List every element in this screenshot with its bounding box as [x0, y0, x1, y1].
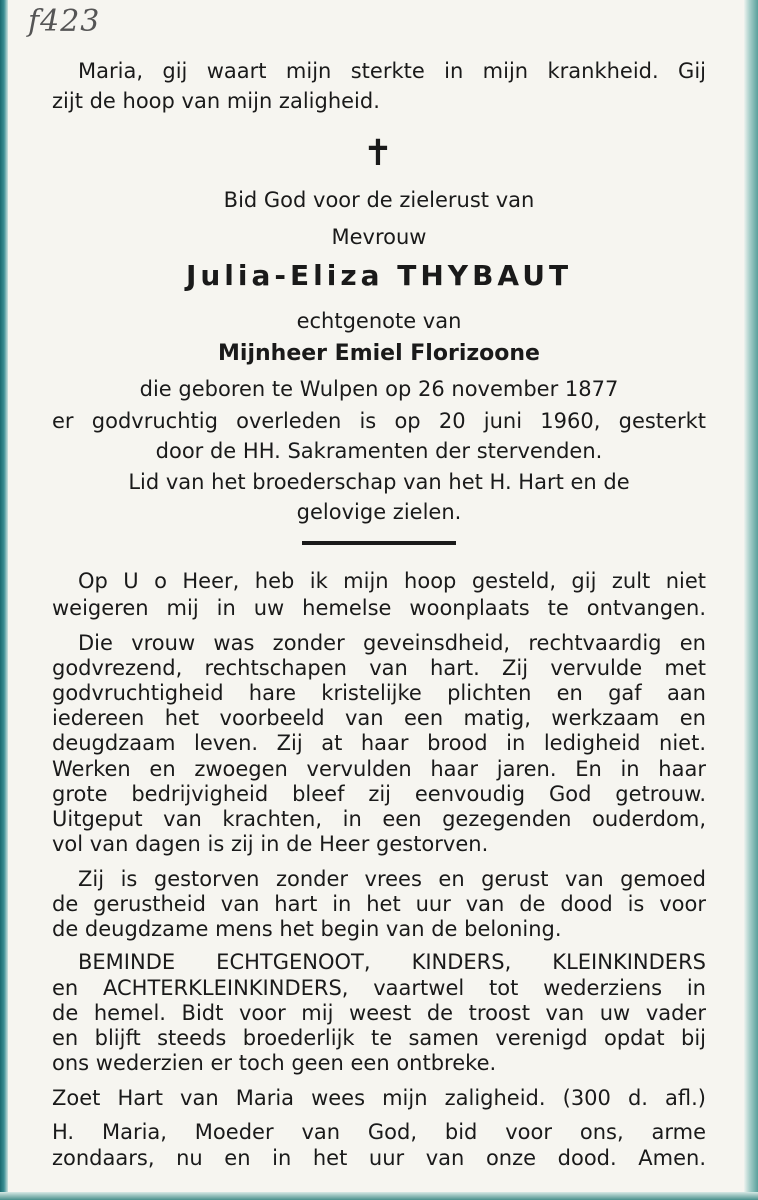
prayer-line: weigeren mij in uw hemelse woonplaats te ontvangen. [52, 596, 706, 620]
farewell-line: ons wederzien er toch geen een ontbreke. [52, 1051, 497, 1075]
eulogy-line: grote bedrijvigheid bleef zij eenvoudig God getrouw. [52, 782, 706, 806]
bio-line: er godvruchtig overleden is op 20 juni 1960, gesterkt [52, 409, 706, 433]
farewell-line: de hemel. Bidt voor mij weest de troost van uw vader [52, 1001, 706, 1025]
eulogy-line: deugdzaam leven. Zij at haar brood in ledigheid niet. [52, 731, 706, 755]
eulogy-line: Uitgeput van krachten, in een gezegenden ouderdom, [52, 807, 706, 831]
card-edge-bottom [0, 1192, 758, 1200]
eulogy-line: Werken en zwoegen vervulden haar jaren. En in haar [52, 757, 706, 781]
bio-line: gelovige zielen. [296, 500, 462, 524]
opening-verse-line: zijt de hoop van mijn zaligheid. [52, 89, 380, 113]
cross-icon: ✝ [362, 133, 394, 174]
death-note-line: de deugdzame mens het begin van de beloning. [52, 917, 562, 941]
relation-text: echtgenote van [296, 309, 462, 333]
spouse-name: Mijnheer Emiel Florizoone [218, 341, 540, 366]
eulogy-line: godvrezend, rechtschapen van hart. Zij vervulde met [52, 656, 706, 680]
eulogy-line: Die vrouw was zonder geveinsdheid, rechtvaardig en [78, 631, 706, 655]
eulogy-line: godvruchtigheid hare kristelijke plichten en gaf aan [52, 681, 706, 705]
bio-line: die geboren te Wulpen op 26 november 1877 [139, 377, 619, 401]
eulogy-line: iedereen het voorbeeld van een matig, werkzaam en [52, 706, 706, 730]
closing-line: H. Maria, Moeder van God, bid voor ons, arme [52, 1120, 706, 1144]
death-note-line: Zij is gestorven zonder vrees en gerust van gemoed [78, 867, 706, 891]
card-edge-left [0, 0, 8, 1200]
bio-line: door de HH. Sakramenten der stervenden. [155, 439, 603, 463]
deceased-name: Julia-Eliza THYBAUT [185, 259, 573, 292]
death-note-line: de gerustheid van hart in het uur van de dood is voor [52, 892, 706, 916]
honorific: Mevrouw [331, 225, 427, 249]
eulogy-line: vol van dagen is zij in de Heer gestorven. [52, 832, 489, 856]
farewell-line: en blijft steeds broederlijk te samen verenigd opdat bij [52, 1026, 706, 1050]
closing-line: Zoet Hart van Maria wees mijn zaligheid. (300 d. afl.) [52, 1086, 706, 1110]
divider-rule [302, 541, 456, 545]
intro-text: Bid God voor de zielerust van [223, 188, 535, 212]
prayer-line: Op U o Heer, heb ik mijn hoop gesteld, gij zult niet [78, 569, 706, 593]
opening-verse-line: Maria, gij waart mijn sterkte in mijn krankheid. Gij [78, 59, 706, 83]
handwritten-note: f423 [28, 4, 101, 39]
closing-line: zondaars, nu en in het uur van onze dood. Amen. [52, 1146, 706, 1170]
farewell-line: en ACHTERKLEINKINDERS, vaartwel tot wederziens in [52, 976, 706, 1000]
card-edge-right [744, 0, 758, 1200]
farewell-line: BEMINDE ECHTGENOOT, KINDERS, KLEINKINDERS [78, 950, 706, 974]
bio-line: Lid van het broederschap van het H. Hart en de [128, 470, 630, 494]
